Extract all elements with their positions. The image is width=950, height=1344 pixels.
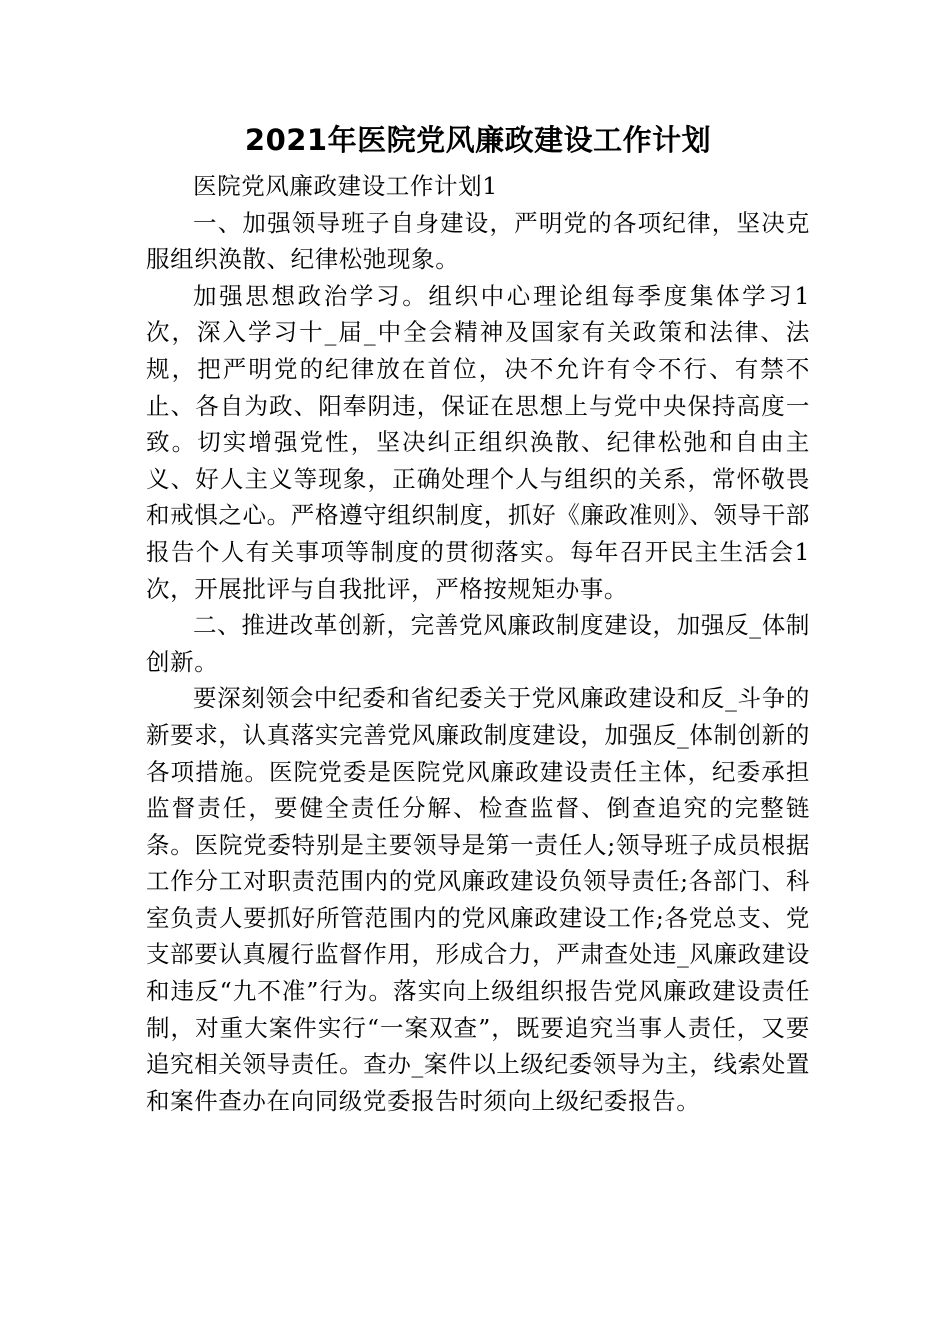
- document-page: [146, 118, 810, 1119]
- paragraph-section-2-heading: 二、推进改革创新，完善党风廉政制度建设，加强反_体制创新。: [146, 611, 810, 676]
- paragraph-subtitle: 医院党风廉政建设工作计划1: [193, 172, 498, 200]
- paragraph-section-1-heading: 一、加强领导班子自身建设，严明党的各项纪律，坚决克服组织涣散、纪律松弛现象。: [146, 208, 810, 274]
- paragraph-section-1-body: 加强思想政治学习。组织中心理论组每季度集体学习1次，深入学习十_届_中全会精神及国家有关政策和法律、法规，把严明党的纪律放在首位，决不允许有令不行、有禁不止、各自为政、阳奉阴违，保证在思想上与党中央保持高度一致。切实增强党性，坚决纠正组织涣散、纪律松弛和自由主义、好人主义等现象，正确处理个人与组织的关系，常怀敬畏和戒惧之心。严格遵守组织制度，抓好《廉政准则》、领导干部报告个人有关事项等制度的贯彻落实。每年召开民主生活会1次，开展批评与自我批评，严格按规矩办事。: [146, 281, 810, 603]
- document-title: 2021年医院党风廉政建设工作计划: [244, 123, 712, 157]
- paragraph-section-2-body: 要深刻领会中纪委和省纪委关于党风廉政建设和反_斗争的新要求，认真落实完善党风廉政制度建设，加强反_体制创新的各项措施。医院党委是医院党风廉政建设责任主体，纪委承担监督责任，要健全责任分解、检查监督、倒查追究的完整链条。医院党委特别是主要领导是第一责任人;领导班子成员根据工作分工对职责范围内的党风廉政建设负领导责任;各部门、科室负责人要抓好所管范围内的党风廉政建设工作;各党总支、党支部要认真履行监督作用，形成合力，严肃查处违_风廉政建设和违反“九不准”行为。落实向上级组织报告党风廉政建设责任制，对重大案件实行“一案双查”，既要追究当事人责任，又要追究相关领导责任。查办_案件以上级纪委领导为主，线索处置和案件查办在向同级党委报告时须向上级纪委报告。: [146, 684, 810, 1115]
